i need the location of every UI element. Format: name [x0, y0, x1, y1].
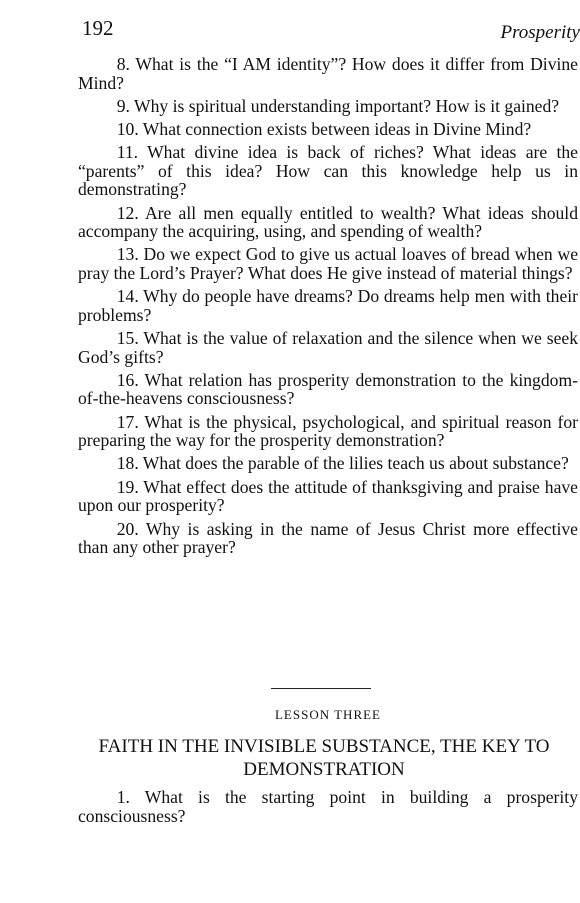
running-title: Prosperity: [500, 22, 580, 43]
page-header: [0, 14, 580, 44]
question-item: 17. What is the physical, psychological, and spiritual reason for preparing the way for the prosperity demonstration?: [78, 411, 578, 451]
question-item: 1. What is the starting point in building a prosperity consciousness?: [78, 787, 578, 826]
question-list: [78, 55, 578, 561]
section-divider: [271, 688, 371, 689]
question-item: 10. What connection exists between ideas in Divine Mind?: [116, 119, 532, 140]
question-item: 13. Do we expect God to give us actual loaves of bread when we pray the Lord’s Prayer? What does He give instead of material things?: [78, 244, 578, 283]
lesson-title: FAITH IN THE INVISIBLE SUBSTANCE, THE KEY TO DEMONSTRATION: [98, 736, 550, 780]
question-item: 18. What does the parable of the lilies teach us about substance?: [116, 453, 569, 474]
lesson-first-question: [78, 788, 578, 830]
question-item: 12. Are all men equally entitled to wealth? What ideas should accompany the acquiring, using, and spending of wealth?: [78, 202, 578, 242]
page-number: 192: [82, 16, 114, 40]
question-item: 19. What effect does the attitude of thanksgiving and praise have upon our prosperity?: [78, 476, 578, 516]
question-item: 9. Why is spiritual understanding important? How is it gained?: [116, 95, 560, 116]
lesson-label: LESSON THREE: [274, 707, 381, 722]
question-item: 20. Why is asking in the name of Jesus Christ more effective than any other prayer?: [78, 518, 578, 558]
question-item: 15. What is the value of relaxation and the silence when we seek God’s gifts?: [78, 328, 578, 367]
question-item: 8. What is the “I AM identity”? How does it differ from Divine Mind?: [78, 54, 578, 93]
question-item: 11. What divine idea is back of riches? What ideas are the “parents” of this idea? How can this knowledge help us in demonstrating?: [78, 142, 578, 200]
question-item: 16. What relation has prosperity demonstration to the kingdom-of-the-heavens consciousness?: [78, 369, 578, 409]
question-item: 14. Why do people have dreams? Do dreams help men with their problems?: [78, 286, 578, 325]
